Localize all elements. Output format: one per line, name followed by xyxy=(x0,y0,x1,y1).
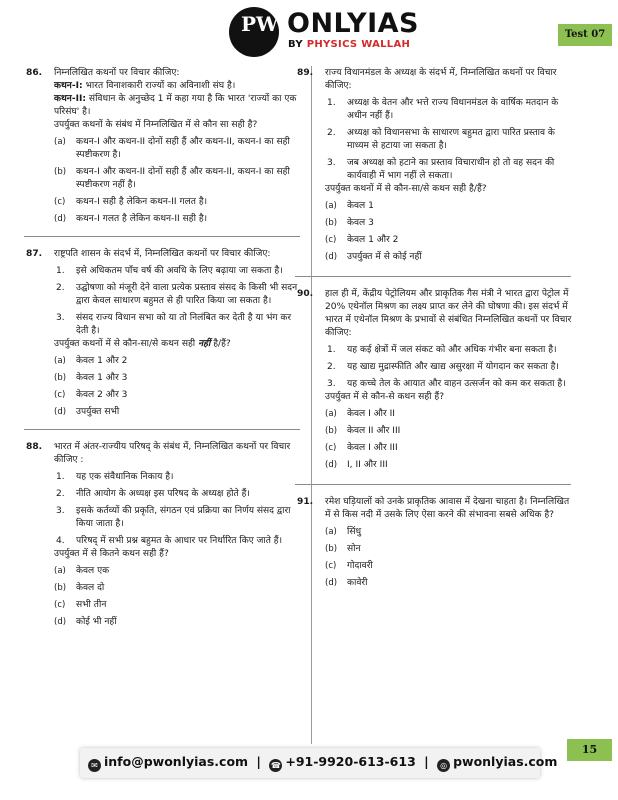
statement-2: 2. यह खाद्य मुद्रास्फीति और खाद्य असुरक्षा में योगदान कर सकता है। xyxy=(327,362,559,372)
option-b[interactable]: (b) केवल दो xyxy=(54,583,105,593)
question-number: 91. xyxy=(297,497,314,507)
question-number: 87. xyxy=(26,249,43,259)
question-stem: रमेश घड़ियालों को उनके प्राकृतिक आवास में देखना चाहता है। निम्नलिखित में से किस नदी में उसके लिए ऐसा करने की संभावना सबसे अधिक है? xyxy=(325,497,570,520)
question-ask: उपर्युक्त कथनों में से कौन-सा/से कथन सही नहीं है/हैं? xyxy=(54,339,231,349)
option-a[interactable]: (a) केवल 1 xyxy=(325,201,374,211)
question-number: 90. xyxy=(297,289,314,299)
question-number: 86. xyxy=(26,68,43,78)
question-90 xyxy=(297,288,574,472)
option-d[interactable]: (d) उपर्युक्त सभी xyxy=(54,407,120,417)
statement-3: 3. संसद राज्य विधान सभा को या तो निलंबित कर देती है या भंग कर देती है। xyxy=(56,313,292,336)
left-column xyxy=(26,67,303,629)
option-c[interactable]: (c) केवल 1 और 2 xyxy=(325,235,399,245)
statement-1: कथन-I: भारत विनाशकारी राज्यों का अविनाशी संघ है। xyxy=(54,81,236,91)
question-separator xyxy=(24,236,300,237)
page-number: 15 xyxy=(567,739,612,761)
statement-1: 1. यह कई क्षेत्रों में जल संकट को और अधिक गंभीर बना सकता है। xyxy=(327,345,557,355)
statement-3: 3. जब अध्यक्ष को हटाने का प्रस्ताव विचाराधीन हो तो वह सदन की कार्यवाही में भाग नहीं ले सकता। xyxy=(327,158,555,181)
option-a[interactable]: (a) सिंधु xyxy=(325,527,362,537)
question-number: 89. xyxy=(297,68,314,78)
question-87 xyxy=(26,248,303,419)
question-separator xyxy=(295,484,571,485)
right-column xyxy=(297,67,574,590)
option-b[interactable]: (b) केवल II और III xyxy=(325,426,401,436)
column-divider xyxy=(311,66,312,744)
page-header xyxy=(0,0,618,64)
option-b[interactable]: (b) केवल 3 xyxy=(325,218,374,228)
option-b[interactable]: (b) कथन-I और कथन-II दोनों सही हैं और कथन-II, कथन-I का सही स्पष्टीकरण नहीं है। xyxy=(54,167,290,190)
question-separator xyxy=(295,276,571,277)
option-a[interactable]: (a) केवल 1 और 2 xyxy=(54,356,128,366)
email-icon: ✉ xyxy=(88,759,101,772)
option-d[interactable]: (d) उपर्युक्त में से कोई नहीं xyxy=(325,252,422,262)
brand-subtitle: BY PHYSICS WALLAH xyxy=(288,39,411,50)
test-badge: Test 07 xyxy=(558,24,612,46)
option-c[interactable]: (c) केवल I और III xyxy=(325,443,398,453)
footer-website[interactable]: pwonlyias.com xyxy=(453,754,558,769)
phone-icon: ☎ xyxy=(270,761,281,770)
question-ask: उपर्युक्त कथनों में से कौन-सा/से कथन सही है/हैं? xyxy=(325,184,487,194)
question-number: 88. xyxy=(26,442,43,452)
statement-1: 1. अध्यक्ष के वेतन और भत्ते राज्य विधानमंडल के वार्षिक मतदान के अधीन नहीं हैं। xyxy=(327,98,559,121)
option-c[interactable]: (c) कथन-I सही है लेकिन कथन-II गलत है। xyxy=(54,197,208,207)
option-c[interactable]: (c) गोदावरी xyxy=(325,561,373,571)
question-stem: राज्य विधानमंडल के अध्यक्ष के संदर्भ में, निम्नलिखित कथनों पर विचार कीजिए: xyxy=(325,68,557,91)
option-c[interactable]: (c) सभी तीन xyxy=(54,600,107,610)
statement-3: 3. यह कच्चे तेल के आयात और वाहन उत्सर्जन को कम कर सकता है। xyxy=(327,379,566,389)
statement-2: 2. अध्यक्ष को विधानसभा के साधारण बहुमत द्वारा पारित प्रस्ताव के माध्यम से हटाया जा सकता है। xyxy=(327,128,555,151)
option-d[interactable]: (d) कोई भी नहीं xyxy=(54,617,117,627)
pw-logo-mark: PW xyxy=(241,12,279,36)
option-a[interactable]: (a) कथन-I और कथन-II दोनों सही हैं और कथन-II, कथन-I का सही स्पष्टीकरण है। xyxy=(54,137,290,160)
option-c[interactable]: (c) केवल 2 और 3 xyxy=(54,390,128,400)
question-ask: उपर्युक्त कथनों के संबंध में निम्नलिखित में से कौन सा सही है? xyxy=(54,120,258,130)
pw-logo xyxy=(229,7,279,57)
option-a[interactable]: (a) केवल I और II xyxy=(325,409,395,419)
option-d[interactable]: (d) कावेरी xyxy=(325,578,368,588)
statement-4: 4. परिषद् में सभी प्रश्न बहुमत के आधार पर निर्धारित किए जाते हैं। xyxy=(56,536,283,546)
brand-name: ONLYIAS xyxy=(287,8,419,39)
statement-1: 1. इसे अधिकतम पाँच वर्ष की अवधि के लिए बढ़ाया जा सकता है। xyxy=(56,266,283,276)
statement-2: कथन-II: संविधान के अनुच्छेद 1 में कहा गया है कि भारत 'राज्यों का एक परिसंघ' है। xyxy=(54,94,297,117)
question-ask: उपर्युक्त में से कितने कथन सही हैं? xyxy=(54,549,169,559)
question-88 xyxy=(26,441,303,629)
question-stem: भारत में अंतर-राज्यीय परिषद् के संबंध में, निम्नलिखित कथनों पर विचार कीजिए : xyxy=(54,442,291,465)
footer-phone[interactable]: +91-9920-613-613 xyxy=(285,754,416,769)
question-separator xyxy=(24,429,300,430)
statement-1: 1. यह एक संवैधानिक निकाय है। xyxy=(56,472,174,482)
contact-footer: ✉ info@pwonlyias.com | ☎ +91-9920-613-613 | ◎ pwonlyias.com xyxy=(80,748,540,778)
footer-email[interactable]: info@pwonlyias.com xyxy=(104,754,249,769)
option-d[interactable]: (d) कथन-I गलत है लेकिन कथन-II सही है। xyxy=(54,214,208,224)
option-b[interactable]: (b) सोन xyxy=(325,544,361,554)
question-stem: निम्नलिखित कथनों पर विचार कीजिए: xyxy=(54,68,180,78)
question-86 xyxy=(26,67,303,226)
statement-2: 2. उद्घोषणा को मंजूरी देने वाला प्रत्येक प्रस्ताव संसद के किसी भी सदन द्वारा केवल साधारण बहुमत से ही पारित किया जा सकता है। xyxy=(56,283,298,306)
option-b[interactable]: (b) केवल 1 और 3 xyxy=(54,373,128,383)
question-89 xyxy=(297,67,574,264)
globe-icon: ◎ xyxy=(437,759,450,772)
statement-3: 3. इसके कर्तव्यों की प्रकृति, संगठन एवं प्रक्रिया का निर्णय संसद द्वारा किया जाता है। xyxy=(56,506,291,529)
statement-2: 2. नीति आयोग के अध्यक्ष इस परिषद के अध्यक्ष होते हैं। xyxy=(56,489,250,499)
option-d[interactable]: (d) I, II और III xyxy=(325,460,388,470)
question-stem: राष्ट्रपति शासन के संदर्भ में, निम्नलिखित कथनों पर विचार कीजिए: xyxy=(54,249,271,259)
question-91 xyxy=(297,496,574,590)
option-a[interactable]: (a) केवल एक xyxy=(54,566,110,576)
question-ask: उपर्युक्त में से कौन-से कथन सही हैं? xyxy=(325,392,445,402)
question-stem: हाल ही में, केंद्रीय पेट्रोलियम और प्राकृतिक गैस मंत्री ने भारत द्वारा पेट्रोल में 20% एथेनॉल मिश्रण का लक्ष्य प्राप्त कर लेने की घोषणा की। इस संदर्भ में भारत में एथेनॉल मिश्रण के प्रभावों से संबंधित निम्नलिखित कथनों पर विचार कीजिए: xyxy=(325,289,572,338)
